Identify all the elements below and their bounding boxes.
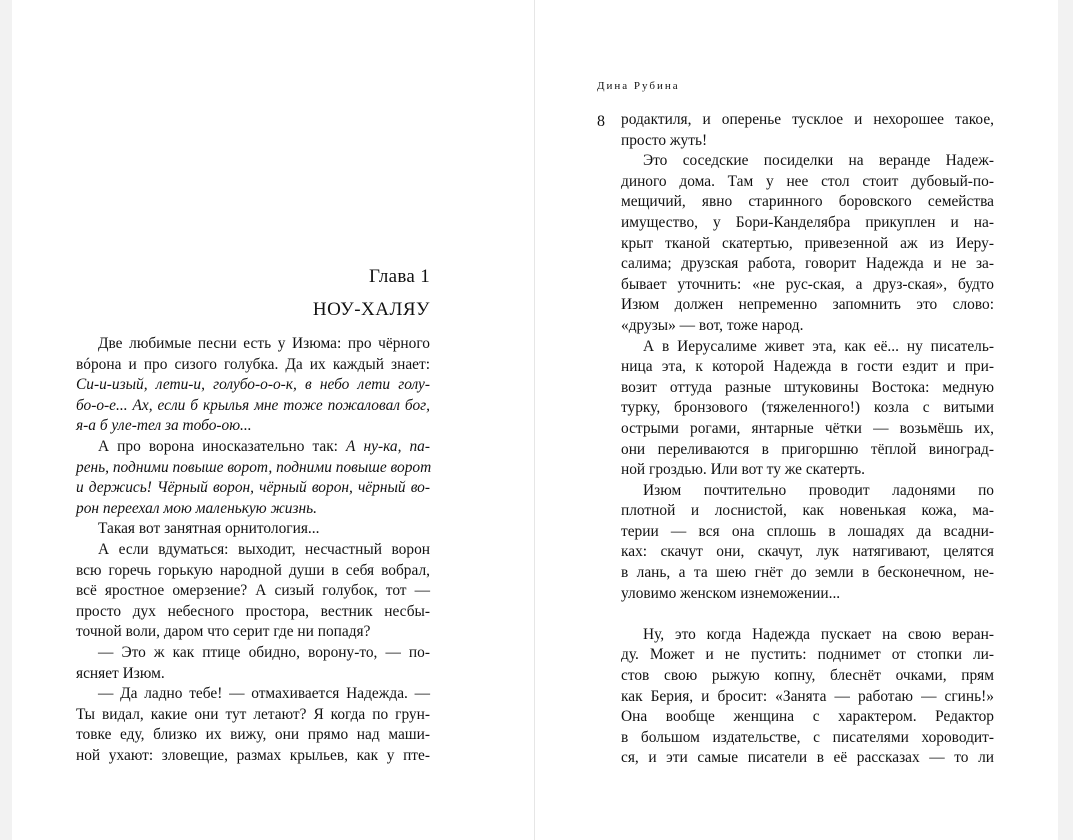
text-line: ся, и эти самые писатели в её рассказах — то ли bbox=[621, 749, 994, 767]
chapter-title: НОУ-ХАЛЯУ bbox=[312, 299, 430, 320]
left-page-text bbox=[76, 334, 430, 766]
chapter-number: Глава 1 bbox=[369, 266, 430, 287]
text-line: бывает уточнить: «не рус-ская, а друз-ская», будто bbox=[621, 275, 994, 293]
text-line: Такая вот занятная орнитология... bbox=[98, 520, 320, 538]
text-line: Это соседские посиделки на веранде Надеж- bbox=[643, 152, 994, 170]
text-line: товке еду, близко их вижу, они прямо над маши- bbox=[76, 726, 430, 744]
text-line: в лань, а та шею гнёт до земли в бесконечном, не- bbox=[621, 564, 994, 582]
right-page bbox=[535, 0, 1058, 840]
text-line: ной ухают: зловещие, размах крыльев, как у пте- bbox=[76, 746, 430, 764]
text-line: Две любимые песни есть у Изюма: про чёрного bbox=[98, 335, 430, 352]
text-line: ясняет Изюм. bbox=[76, 664, 165, 682]
text-line bbox=[621, 604, 994, 625]
text-line: всю горечь горькую народной души в себя вобрал, bbox=[76, 561, 430, 579]
text-line: ной гроздью. Или вот ту же скатерть. bbox=[621, 461, 865, 479]
text-line: ках: скачут они, скачут, лук натягивают, целятся bbox=[621, 543, 994, 561]
text-line: турку, бронзового (тяжеленного!) козла с витыми bbox=[621, 399, 994, 417]
text-line: — Это ж как птице обидно, ворону-то, — по- bbox=[98, 643, 430, 661]
text-line: — Да ладно тебе! — отмахивается Надежда. — bbox=[98, 685, 430, 703]
text-line: рень, подними повыше ворот, подними повыше ворот bbox=[76, 458, 432, 476]
text-line: я-а б уле-тел за тобо-ою... bbox=[76, 417, 252, 435]
text-line: Изюм почтительно проводит ладонями по bbox=[643, 481, 994, 499]
text-line: диного дома. Там у нее стол стоит дубовый-по- bbox=[621, 172, 994, 190]
text-line: точной воли, даром что серит где ни попадя? bbox=[76, 623, 371, 641]
right-page-text bbox=[621, 110, 994, 769]
text-line: плотной и лоснистой, как новенькая кожа, ма- bbox=[621, 502, 994, 520]
text-line: А в Иерусалиме живет эта, как её... ну писатель- bbox=[643, 337, 994, 355]
text-line: ница эта, к которой Надежда в гости ездит и при- bbox=[621, 358, 994, 376]
text-line: и держись! Чёрный ворон, чёрный ворон, чёрный во- bbox=[76, 479, 430, 497]
page-number: 8 bbox=[597, 113, 605, 130]
text-line: Изюм должен непременно запомнить это слово: bbox=[621, 296, 994, 314]
text-line: возит оттуда разные штуковины Востока: медную bbox=[621, 378, 994, 396]
text-line: просто жуть! bbox=[621, 131, 708, 149]
text-line: салима; друзская работа, говорит Надежда и не за- bbox=[621, 255, 994, 273]
text-line: острыми рогами, янтарные чётки — возьмёшь их, bbox=[621, 419, 994, 437]
running-header: Дина Рубина bbox=[597, 80, 680, 92]
text-line-italic-part: А ну-ка, па- bbox=[346, 437, 430, 455]
text-line: «друзы» — вот, тоже народ. bbox=[621, 316, 804, 334]
text-line: они переливаются в пригоршню тёплой виноград- bbox=[621, 440, 994, 458]
text-line: имущество, у Бори-Канделябра прикуплен и на- bbox=[621, 213, 994, 231]
text-line: терии — вся она сплошь в лошадях да всадни- bbox=[621, 522, 994, 540]
text-line: Ты видал, какие они тут летают? Я когда по грун- bbox=[76, 705, 430, 723]
text-line: как Берия, и бросит: «Занята — работаю — сгинь!» bbox=[621, 687, 994, 705]
text-line: крыт тканой скатертью, привезенной аж из Иеру- bbox=[621, 234, 994, 252]
text-line: в большом издательстве, с писателями хороводит- bbox=[621, 728, 994, 746]
text-line-part: А про ворона иносказательно так: bbox=[98, 437, 347, 455]
text-line: вóрона и про сизого голубка. Да их каждый знает: bbox=[76, 355, 430, 373]
text-line: ду. Может и не пустить: поднимет от стопки ли- bbox=[621, 646, 994, 664]
text-line: мещичий, явно старинного боровского семейства bbox=[621, 193, 994, 211]
text-line: бо-о-е... Ах, если б крылья мне тоже пожаловал бог, bbox=[76, 396, 430, 414]
text-line: уловимо женском изнеможении... bbox=[621, 584, 841, 602]
text-line: рон переехал мою маленькую жизнь. bbox=[76, 499, 317, 517]
text-line: стов свою рыжую копну, блеснёт очками, прям bbox=[621, 667, 994, 685]
text-line: всё яростное омерзение? А сизый голубок, тот — bbox=[76, 582, 430, 600]
left-page bbox=[12, 0, 535, 840]
text-line: Ну, это когда Надежда пускает на свою веран- bbox=[643, 625, 994, 643]
text-line: Она вообще женщина с характером. Редактор bbox=[621, 708, 994, 726]
text-line: родактиля, и оперенье тусклое и нехорошее такое, bbox=[621, 111, 994, 128]
text-line: просто дух небесного простора, вестник несбы- bbox=[76, 602, 430, 620]
text-line: А если вдуматься: выходит, несчастный ворон bbox=[98, 540, 430, 558]
text-line bbox=[76, 437, 430, 458]
text-line: Си-и-изый, лети-и, голубо-о-о-к, в небо лети голу- bbox=[76, 376, 430, 394]
